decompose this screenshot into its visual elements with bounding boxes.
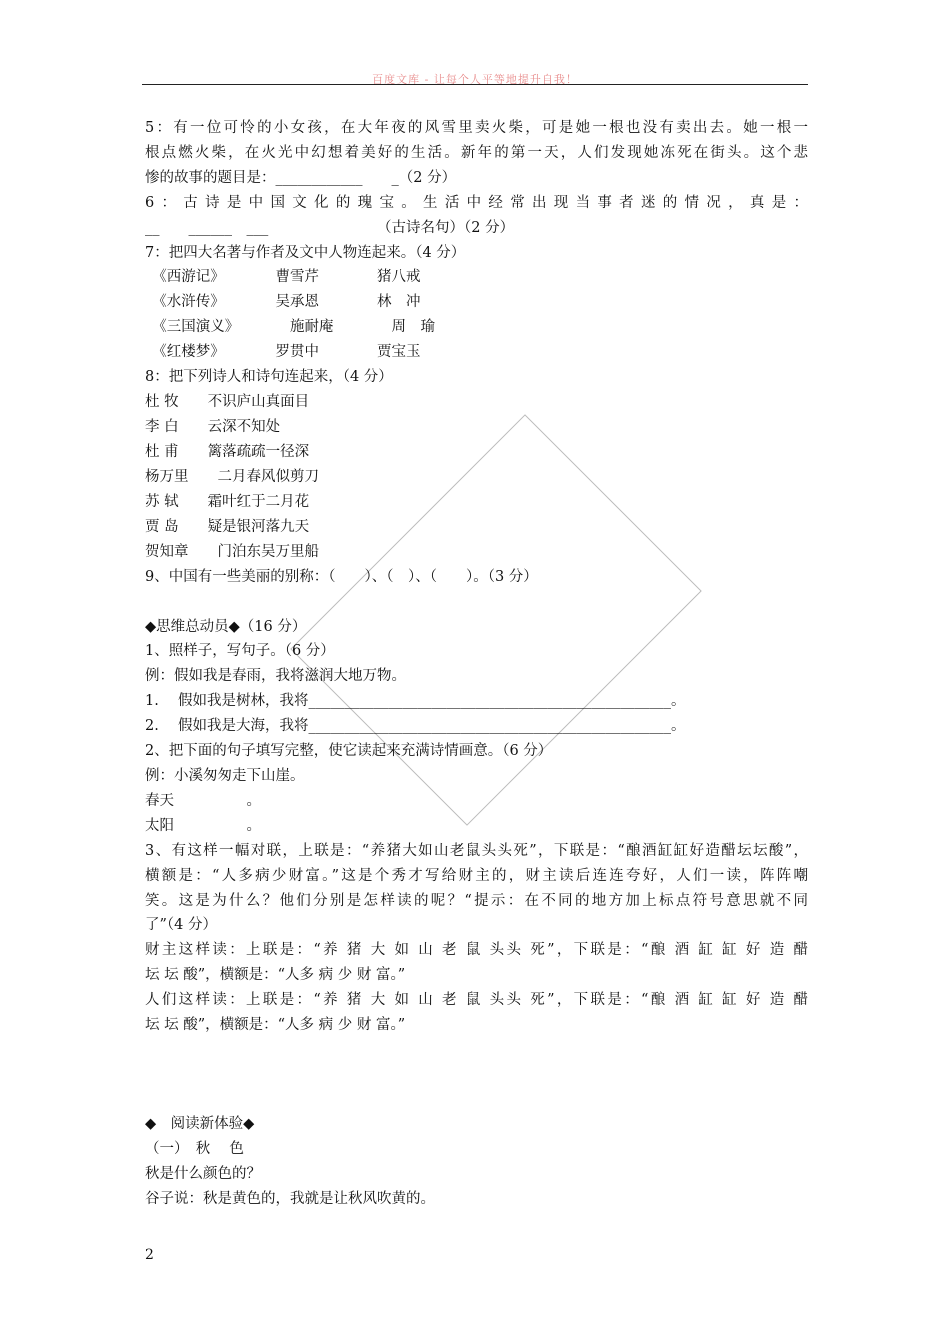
text-line: 1、照样子，写句子。（6 分） <box>145 643 335 659</box>
text-line: 根点燃火柴，在火光中幻想着美好的生活。新年的第一天，人们发现她冻死在街头。这个悲 <box>145 145 808 161</box>
text-line: 惨的故事的题目是：____________ _（2 分） <box>145 170 457 186</box>
page-number: 2 <box>145 1247 154 1263</box>
text-line: 杨万里 二月春风似剪刀 <box>145 469 319 485</box>
section-title: ◆思维总动员◆（16 分） <box>145 619 307 635</box>
text-line: 1. 假如我是树林，我将__________________________________________________。 <box>145 693 686 709</box>
text-line: 人们这样读：上联是：“养 猪 大 如 山 老 鼠 头头 死”，下联是：“酿 酒 缸 缸 好 造 醋 <box>145 992 808 1008</box>
text-line: （一） 秋 色 <box>145 1141 244 1157</box>
text-line: 苏 轼 霜叶红于二月花 <box>145 494 310 510</box>
text-line: 《水浒传》 吴承恩 林 冲 <box>145 294 421 310</box>
text-line: 李 白 云深不知处 <box>145 419 281 435</box>
text-line: 谷子说：秋是黄色的，我就是让秋风吹黄的。 <box>145 1191 435 1207</box>
text-line: 横额是：“人多病少财富。”这是个秀才写给财主的，财主读后连连夸好，人们一读，阵阵嘲 <box>145 868 808 884</box>
text-line: 8：把下列诗人和诗句连起来，（4 分） <box>145 369 393 385</box>
header-title: 百度文库 - 让每个人平等地提升自我！ <box>372 73 578 86</box>
text-line: 例：假如我是春雨，我将滋润大地万物。 <box>145 668 406 684</box>
text-line: 杜 甫 篱落疏疏一径深 <box>145 444 310 460</box>
text-line: 2. 假如我是大海，我将__________________________________________________。 <box>145 718 686 734</box>
text-line: 坛 坛 酸”，横额是：“人多 病 少 财 富。” <box>145 967 406 983</box>
text-line: 贾 岛 疑是银河落九天 <box>145 519 310 535</box>
text-line: 《红楼梦》 罗贯中 贾宝玉 <box>145 344 421 360</box>
watermark-diamond <box>290 414 702 826</box>
text-line: 财主这样读：上联是：“养 猪 大 如 山 老 鼠 头头 死”，下联是：“酿 酒 缸 缸 好 造 醋 <box>145 942 808 958</box>
section-title: ◆ 阅读新体验◆ <box>145 1116 255 1132</box>
text-line: 秋是什么颜色的？ <box>145 1166 261 1182</box>
text-line: 6：古诗是中国文化的瑰宝。生活中经常出现当事者迷的情况，真是： <box>145 195 808 211</box>
text-line: 《三国演义》 施耐庵 周 瑜 <box>145 319 435 335</box>
text-line: 杜 牧 不识庐山真面目 <box>145 394 310 410</box>
text-line: 春天 。 <box>145 793 261 809</box>
text-line: 笑。这是为什么？他们分别是怎样读的呢？“提示：在不同的地方加上标点符号意思就不同 <box>145 893 808 909</box>
text-line: 5：有一位可怜的小女孩，在大年夜的风雪里卖火柴，可是她一根也没有卖出去。她一根一 <box>145 120 808 136</box>
text-line: 9、中国有一些美丽的别称：（ ）、（ ）、（ ）。（3 分） <box>145 569 538 585</box>
text-line: 2、把下面的句子填写完整，使它读起来充满诗情画意。（6 分） <box>145 743 553 759</box>
header-divider <box>142 84 808 85</box>
text-line: 3、有这样一幅对联，上联是：“养猪大如山老鼠头头死”，下联是：“酿酒缸缸好造醋坛坛酸”， <box>145 843 808 859</box>
text-line: 《西游记》 曹雪芹 猪八戒 <box>145 269 421 285</box>
text-line: 例：小溪匆匆走下山崖。 <box>145 768 305 784</box>
text-line: 7：把四大名著与作者及文中人物连起来。（4 分） <box>145 245 466 261</box>
text-line: __ ______ ___ （古诗名句）（2 分） <box>145 220 515 236</box>
text-line: 贺知章 门泊东吴万里船 <box>145 544 319 560</box>
text-line: 坛 坛 酸”，横额是：“人多 病 少 财 富。” <box>145 1017 406 1033</box>
text-line: 太阳 。 <box>145 818 261 834</box>
text-line: 了”（4 分） <box>145 917 217 933</box>
